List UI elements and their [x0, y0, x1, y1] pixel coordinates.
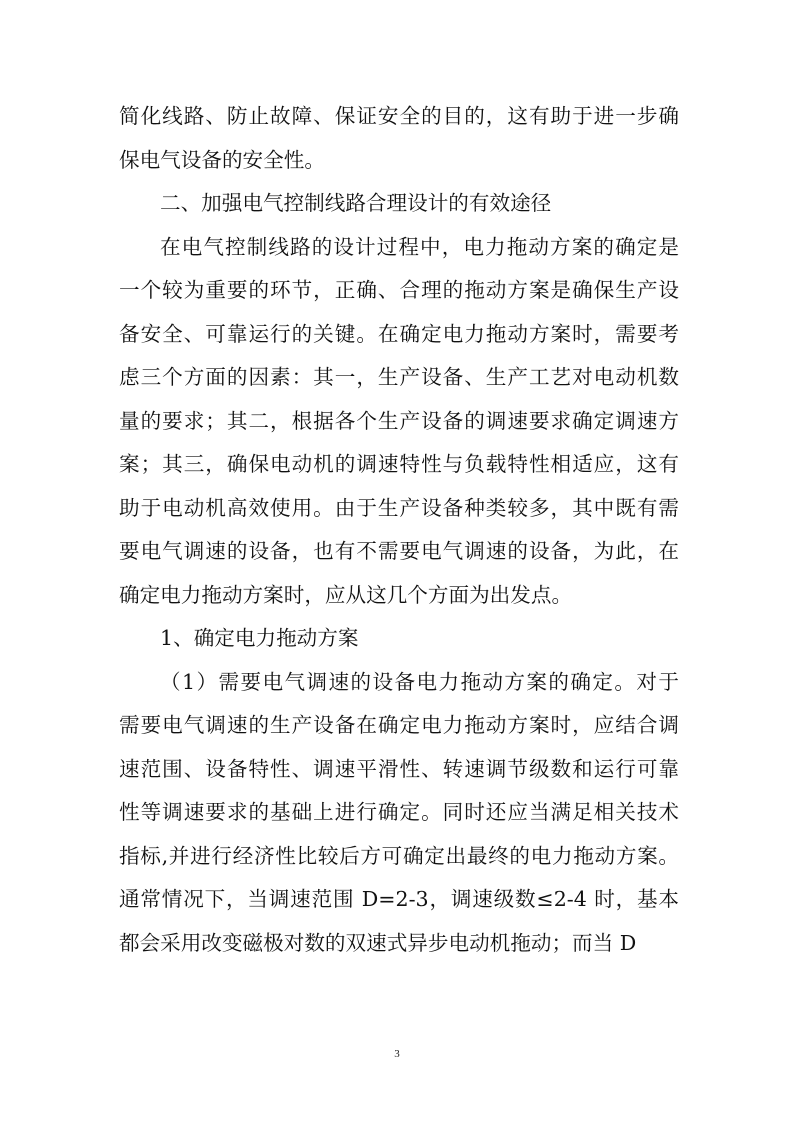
text-line: 在电气控制线路的设计过程中，电力拖动方案的确定是 [160, 234, 679, 259]
text-line: 指标,并进行经济性比较后方可确定出最终的电力拖动方案。 [119, 843, 679, 868]
text-line: （1）需要电气调速的设备电力拖动方案的确定。对于 [160, 669, 679, 694]
text-line: 都会采用改变磁极对数的双速式异步电动机拖动；而当 D [119, 930, 637, 955]
subsection-heading: 1、确定电力拖动方案 [160, 626, 359, 650]
text-line: 助于电动机高效使用。由于生产设备种类较多，其中既有需 [119, 495, 679, 520]
text-line: 备安全、可靠运行的关键。在确定电力拖动方案时，需要考 [119, 321, 679, 346]
text-line: 性等调速要求的基础上进行确定。同时还应当满足相关技术 [119, 800, 679, 824]
text-line: 速范围、设备特性、调速平滑性、转速调节级数和运行可靠 [119, 756, 679, 781]
text-line: 确定电力拖动方案时，应从这几个方面为出发点。 [119, 582, 573, 607]
text-line: 保电气设备的安全性。 [119, 147, 325, 172]
text-line: 要电气调速的设备，也有不需要电气调速的设备，为此，在 [119, 539, 679, 563]
text-line: 虑三个方面的因素：其一，生产设备、生产工艺对电动机数 [119, 365, 679, 389]
section-heading: 二、加强电气控制线路合理设计的有效途径 [160, 191, 552, 215]
text-line: 案；其三，确保电动机的调速特性与负载特性相适应，这有 [119, 452, 679, 476]
body-text [119, 95, 679, 965]
page-number: 3 [394, 1048, 400, 1060]
text-line: 量的要求；其二，根据各个生产设备的调速要求确定调速方 [119, 408, 679, 433]
text-line: 简化线路、防止故障、保证安全的目的，这有助于进一步确 [119, 104, 679, 128]
text-line: 一个较为重要的环节，正确、合理的拖动方案是确保生产设 [119, 278, 679, 302]
text-line: 需要电气调速的生产设备在确定电力拖动方案时，应结合调 [119, 713, 679, 737]
text-line: 通常情况下，当调速范围 D=2-3，调速级数≤2-4 时，基本 [119, 887, 679, 911]
